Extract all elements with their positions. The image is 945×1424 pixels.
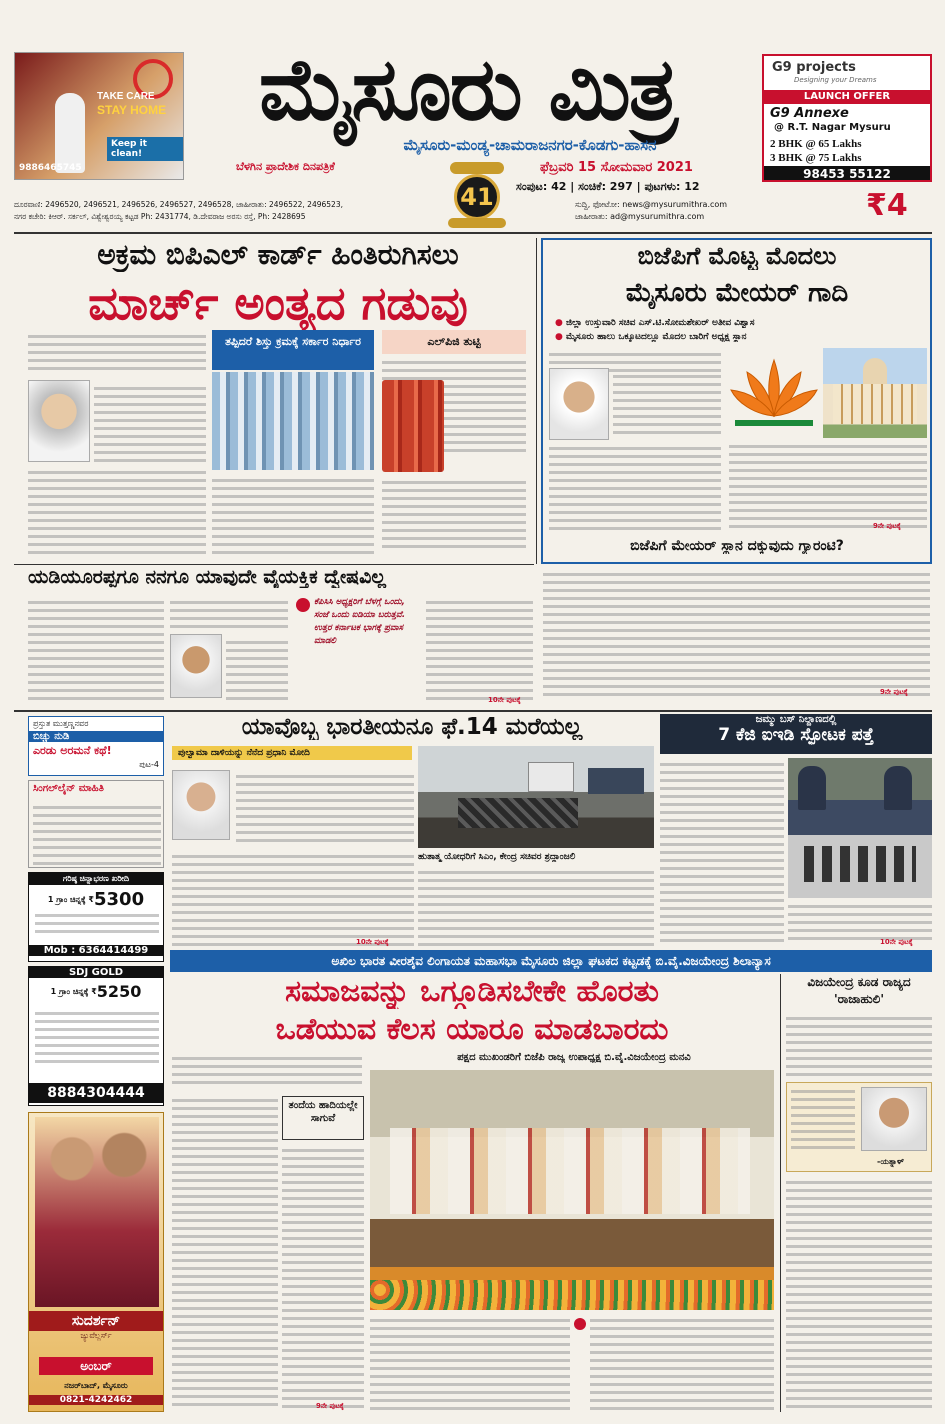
society-body-d bbox=[370, 1314, 570, 1412]
ad-stay-home[interactable] bbox=[14, 52, 184, 180]
quote-text: ಕೆಪಿಸಿಸಿ ಅಧ್ಯಕ್ಷರಿಗೆ ಬೆಳಗ್ಗೆ ಒಂದು, ಸಂಜೆ ಒಂದು ಐಡಿಯಾ ಬರುತ್ತವೆ. ಉತ್ತರ ಕರ್ನಾಟಕ ಭಾಗಕ್ಕೆ ಪ್ರವಾಸ ಮಾಡಲಿ bbox=[314, 597, 406, 646]
column-sub: ಬಿಚ್ಚು ನುಡಿ bbox=[29, 731, 163, 742]
jammu-kicker: ಜಮ್ಮು ಬಸ್ ನಿಲ್ದಾಣದಲ್ಲಿ bbox=[755, 714, 837, 725]
g9-phone: 98453 55122 bbox=[764, 166, 930, 182]
pulwama-headline: ಯಾವೊಬ್ಬ ಭಾರತೀಯನೂ ಫೆ.14 ಮರೆಯಲ್ಲ bbox=[241, 714, 583, 740]
rajahuli-headline: ವಿಜಯೇಂದ್ರ ಕೂಡ ರಾಜ್ಯದ 'ರಾಜಾಹುಲಿ' bbox=[807, 975, 911, 1006]
lead-body-col1c bbox=[28, 466, 206, 556]
models-photo bbox=[35, 1117, 159, 1307]
sdj-title: SDJ GOLD bbox=[29, 967, 163, 978]
rajahuli-quote: -ಯತ್ನಾಳ್ bbox=[877, 1157, 904, 1166]
sdj-unit: 1 ಗ್ರಾಂ ಚಿನ್ನಕ್ಕೆ ₹ bbox=[50, 986, 97, 996]
quote-bullet-icon bbox=[296, 598, 310, 612]
g9-slogan: Designing your Dreams bbox=[794, 76, 877, 84]
yeddy-body-col1 bbox=[28, 596, 164, 706]
society-body-b bbox=[172, 1094, 278, 1412]
yatnal-photo bbox=[861, 1087, 927, 1151]
masthead bbox=[0, 0, 945, 240]
lpg-box-title: ಎಲ್‌ಪಿಜಿ ತುಟ್ಟಿ bbox=[382, 330, 526, 354]
lpg-body-b bbox=[382, 476, 526, 556]
city-corporation-photo bbox=[823, 348, 927, 438]
yeddy-headline: ಯಡಿಯೂರಪ್ಪಗೂ ನನಗೂ ಯಾವುದೇ ವೈಯಕ್ತಿಕ ದ್ವೇಷವಿಲ್ಲ bbox=[28, 566, 386, 588]
rajahuli-body-a bbox=[786, 1012, 932, 1078]
ad-line2: STAY HOME bbox=[97, 103, 167, 117]
g9-project: G9 Annexe bbox=[770, 106, 849, 121]
g9-location: @ R.T. Nagar Mysuru bbox=[774, 122, 891, 133]
hdk-photo bbox=[170, 634, 222, 698]
blast-site-photo bbox=[418, 746, 654, 848]
ied-seized-photo bbox=[788, 758, 932, 898]
issue-date: ಫೆಬ್ರವರಿ 15 ಸೋಮವಾರ 2021 bbox=[540, 160, 693, 175]
shop-sub: ಜ್ಯುವೆಲ್ಲರ್ಸ್ bbox=[80, 1331, 112, 1340]
foundation-ceremony-photo bbox=[370, 1070, 774, 1310]
yeddy-body-col3 bbox=[426, 596, 533, 706]
tagline: ಬೆಳಗಿನ ಪ್ರಾದೇಶಿಕ ದಿನಪತ್ರಿಕೆ bbox=[236, 160, 335, 173]
lead-kicker: ಅಕ್ರಮ ಬಿಪಿಎಲ್ ಕಾರ್ಡ್ ಹಿಂತಿರುಗಿಸಲು bbox=[97, 238, 459, 271]
bjp-credit[interactable]: 9ನೇ ಪುಟಕ್ಕೆ bbox=[873, 522, 901, 530]
single-line-box bbox=[28, 780, 164, 868]
issue: ಸಂಚಿಕೆ: 297 bbox=[578, 180, 633, 193]
pulwama-body-a bbox=[236, 770, 414, 850]
column-head: ಎರಡು ಅರಮನೆ ಕಥೆ! bbox=[33, 744, 112, 757]
single-line-title: ಸಿಂಗಲ್‌ಲೈನ್ ಮಾಹಿತಿ bbox=[33, 783, 104, 794]
card-stacks-photo bbox=[212, 372, 374, 470]
bjp-subhead: ಬಿಜೆಪಿಗೆ ಮೇಯರ್ ಸ್ಥಾನ ದಕ್ಕುವುದು ಗ್ಯಾರಂಟಿ? bbox=[630, 538, 844, 554]
sdj-price: 5250 bbox=[96, 982, 142, 1001]
sdj-phone: 8884304444 bbox=[29, 1083, 163, 1103]
shop-name: ಸುದರ್ಶನ್ bbox=[29, 1311, 163, 1331]
shop-addr: ನಜರ್‌ಬಾದ್, ಮೈಸೂರು bbox=[64, 1381, 128, 1390]
office-line: ನಗರ ಕಚೇರಿ: ಕಿಆರ್. ಸರ್ಕಲ್, ವಿಶ್ವೇಶ್ವರಯ್ಯ ಕಟ್ಟಡ Ph: 2431774, ಡಿ.ದೇವರಾಜ ಅರಸು ರಸ್ತೆ, Ph: 2428695 bbox=[14, 212, 306, 221]
yeddy-body-col2b bbox=[226, 636, 288, 704]
lotus-icon bbox=[729, 350, 819, 434]
pulwama-tag: ಪುಲ್ವಾಮಾ ದಾಳಿಯನ್ನು ನೆನೆದ ಪ್ರಧಾನಿ ಮೋದಿ bbox=[172, 746, 412, 760]
price: ₹4 bbox=[866, 188, 908, 223]
minister-photo bbox=[28, 380, 90, 462]
yeddy-quote bbox=[294, 596, 422, 706]
lead-headline: ಮಾರ್ಚ್ ಅಂತ್ಯದ ಗಡುವು bbox=[88, 276, 468, 330]
society-sub: ಪಕ್ಷದ ಮುಖಂಡರಿಗೆ ಬಿಜೆಪಿ ರಾಜ್ಯ ಉಪಾಧ್ಯಕ್ಷ ಬಿ.ವೈ.ವಿಜಯೇಂದ್ರ ಮನವಿ bbox=[457, 1052, 691, 1063]
bjp-body-lower bbox=[543, 568, 930, 700]
bjp-body-col1b bbox=[613, 370, 721, 440]
column-title: ಪ್ರಸ್ತುತ ಮುತ್ತಣ್ಣನವರ bbox=[33, 719, 89, 728]
yeddy-body-col2 bbox=[170, 596, 288, 636]
newspaper-title: ಮೈಸೂರು ಮಿತ್ರ bbox=[259, 40, 676, 140]
ad-sdj-gold[interactable] bbox=[28, 966, 164, 1106]
anniversary-number: 41 bbox=[454, 174, 500, 220]
ad-phone: 9886465745 bbox=[19, 163, 82, 173]
regions-line: ಮೈಸೂರು-ಮಂಡ್ಯ-ಚಾಮರಾಜನಗರ-ಕೊಡಗು-ಹಾಸನ bbox=[403, 136, 657, 154]
pulwama-body-c bbox=[418, 866, 654, 948]
bjp-box bbox=[541, 238, 932, 564]
volume: ಸಂಪುಟ: 42 bbox=[516, 180, 567, 193]
minister-somashekar-photo bbox=[549, 368, 609, 440]
bjp-bullet2: ● ಮೈಸೂರು ಹಾಲು ಒಕ್ಕೂಟದಲ್ಲೂ ಮೊದಲ ಬಾರಿಗೆ ಅಧ್ಯಕ್ಷ ಸ್ಥಾನ bbox=[555, 332, 747, 342]
event-banner: ಅಖಿಲ ಭಾರತ ವೀರಶೈವ ಲಿಂಗಾಯತ ಮಹಾಸಭಾ ಮೈಸೂರು ಜಿಲ್ಲಾ ಘಟಕದ ಕಟ್ಟಡಕ್ಕೆ ಬಿ.ವೈ.ವಿಜಯೇಂದ್ರ ಶಿಲಾನ್ಯಾಸ bbox=[170, 950, 932, 972]
jammu-body-a bbox=[660, 758, 784, 948]
society-box: ತಂದೆಯ ಹಾದಿಯಲ್ಲೇ ಸಾಗುವೆ bbox=[282, 1096, 364, 1140]
pages: ಪುಟಗಳು: 12 bbox=[644, 180, 700, 193]
bjp-headline: ಮೈಸೂರು ಮೇಯರ್ ಗಾದಿ bbox=[625, 278, 849, 308]
modi-photo bbox=[172, 770, 230, 840]
lead-body-col1b bbox=[94, 382, 206, 462]
gold-title: ಗರಿಷ್ಠ ಚಿನ್ನಾಭರಣ ಖರೀದಿ bbox=[29, 873, 163, 885]
gas-cylinders-photo bbox=[382, 380, 444, 472]
lead-box-discipline: ತಪ್ಪಿದರೆ ಶಿಸ್ತು ಕ್ರಮಕ್ಕೆ ಸರ್ಕಾರ ನಿರ್ಧಾರ bbox=[212, 330, 374, 370]
gold-price: 5300 bbox=[94, 889, 145, 910]
column-page: ಪುಟ-4 bbox=[139, 760, 159, 769]
g9-bhk2: 2 BHK @ 65 Lakhs bbox=[770, 138, 862, 150]
yeddy-credit[interactable]: 10ನೇ ಪುಟಕ್ಕೆ bbox=[488, 696, 521, 704]
g9-brand: G9 projects bbox=[772, 60, 856, 75]
pulwama-body-b bbox=[172, 850, 414, 948]
pulwama-caption: ಹುತಾತ್ಮ ಯೋಧರಿಗೆ ಸಿಎಂ, ಕೇಂದ್ರ ಸಚಿವರ ಶ್ರದ್ಧಾಂಜಲಿ bbox=[418, 852, 576, 862]
pulwama-credit[interactable]: 10ನೇ ಪುಟಕ್ಕೆ bbox=[356, 938, 389, 946]
bjp-bullet1: ● ಜಿಲ್ಲಾ ಉಸ್ತುವಾರಿ ಸಚಿವ ಎಸ್.ಟಿ.ಸೋಮಶೇಖರ್ ಅತೀವ ವಿಶ್ವಾಸ bbox=[555, 318, 755, 328]
bjp-kicker: ಬಿಜೆಪಿಗೆ ಮೊಟ್ಟ ಮೊದಲು bbox=[637, 242, 837, 270]
gold-mob: Mob : 6364414499 bbox=[29, 945, 163, 956]
ad-sudarshan-jewellers[interactable] bbox=[28, 1112, 164, 1412]
g9-offer: LAUNCH OFFER bbox=[764, 90, 930, 104]
society-body-a bbox=[172, 1052, 362, 1092]
jammu-box bbox=[660, 714, 932, 754]
ad-line3: Keep it clean! bbox=[107, 137, 183, 161]
shop-phone: 0821-4242462 bbox=[29, 1395, 163, 1405]
issue-meta: ಸಂಪುಟ: 42 | ಸಂಚಿಕೆ: 297 | ಪುಟಗಳು: 12 bbox=[516, 180, 700, 193]
jammu-credit[interactable]: 10ನೇ ಪುಟಕ್ಕೆ bbox=[880, 938, 913, 946]
society-line2: ಒಡೆಯುವ ಕೆಲಸ ಯಾರೂ ಮಾಡಬಾರದು bbox=[275, 1012, 669, 1047]
ad-g9-projects[interactable] bbox=[762, 54, 932, 182]
society-body-c bbox=[282, 1144, 364, 1412]
ad-gold-sm[interactable] bbox=[28, 872, 164, 962]
rajahuli-quote-box bbox=[786, 1082, 932, 1172]
column-box bbox=[28, 716, 164, 776]
society-line1: ಸಮಾಜವನ್ನು ಒಗ್ಗೂಡಿಸಬೇಕೇ ಹೊರತು bbox=[285, 974, 659, 1009]
gold-unit: 1 ಗ್ರಾಂ ಚಿನ್ನಕ್ಕೆ ₹ bbox=[47, 894, 94, 904]
rajahuli-body-b bbox=[786, 1176, 932, 1412]
society-credit[interactable]: 9ನೇ ಪುಟಕ್ಕೆ bbox=[316, 1402, 344, 1410]
bjp-body-col1c bbox=[549, 442, 721, 534]
person-figure bbox=[55, 93, 85, 173]
bjp-body-col2 bbox=[729, 440, 927, 534]
news-email[interactable]: ಸುದ್ದಿ, ಫೋಟೋ: news@mysurumithra.com bbox=[575, 200, 728, 209]
society-body-e bbox=[590, 1314, 774, 1412]
speaker-bullet-icon bbox=[574, 1318, 586, 1330]
bjp-credit-lower[interactable]: 9ನೇ ಪುಟಕ್ಕೆ bbox=[880, 688, 908, 696]
shop-brand2: ಅಂಬರ್ bbox=[39, 1357, 153, 1375]
jammu-headline: 7 ಕೆಜಿ ಐಇಡಿ ಸ್ಫೋಟಕ ಪತ್ತೆ bbox=[718, 725, 874, 745]
phone-line: ದೂರವಾಣಿ: 2496520, 2496521, 2496526, 2496527, 2496528, ಜಾಹೀರಾತು: 2496522, 2496523, bbox=[14, 200, 343, 209]
lead-body-col2 bbox=[212, 474, 374, 556]
ad-email[interactable]: ಜಾಹೀರಾತು: ad@mysurumithra.com bbox=[575, 212, 705, 221]
ad-line1: TAKE CARE bbox=[97, 91, 155, 102]
g9-bhk3: 3 BHK @ 75 Lakhs bbox=[770, 152, 862, 164]
